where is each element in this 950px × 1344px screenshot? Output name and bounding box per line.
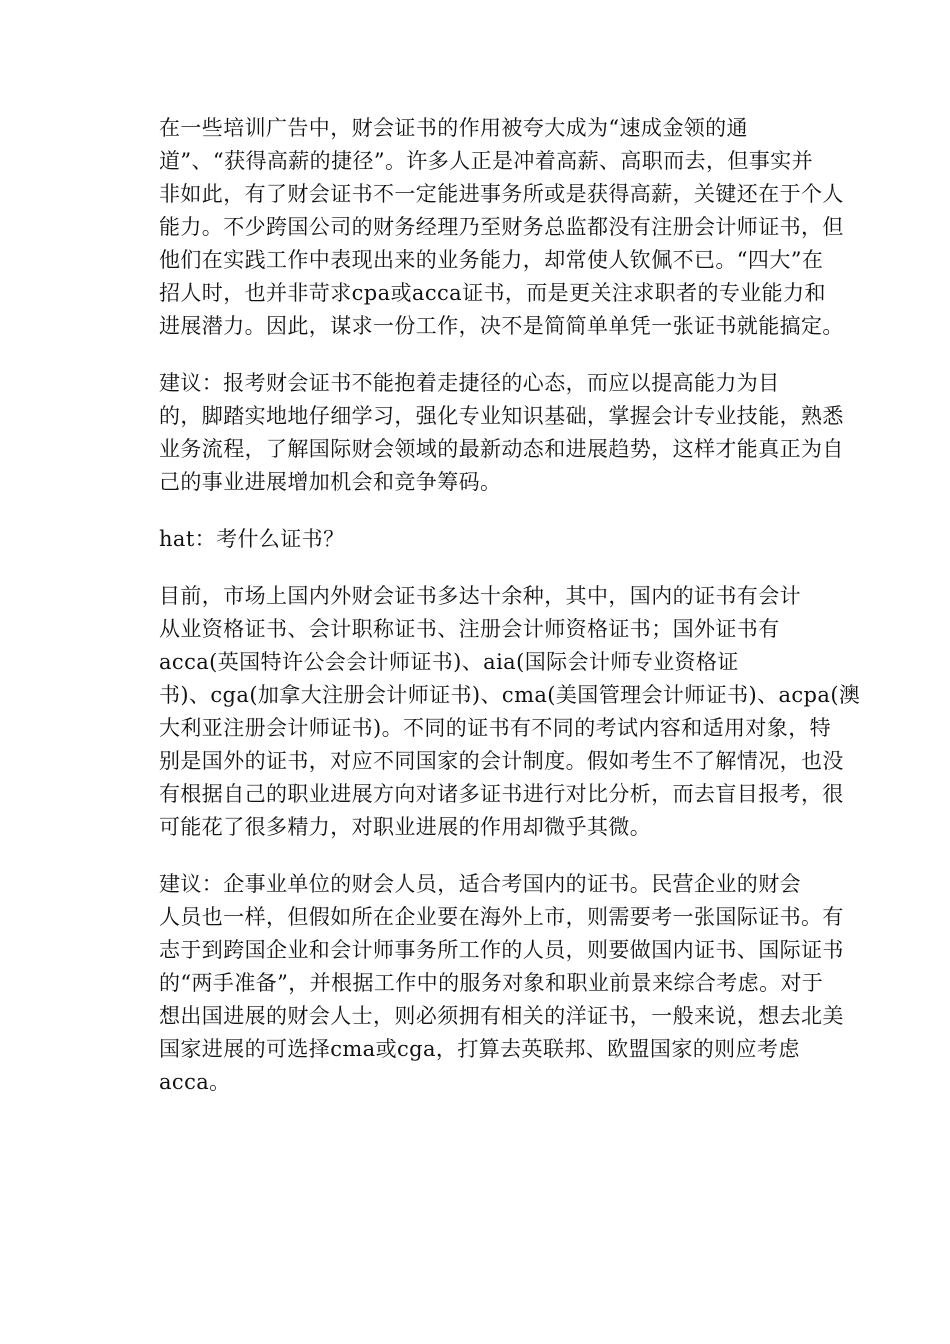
paragraph-line: 在一些培训广告中，财会证书的作用被夸大成为“速成金领的通 — [159, 116, 748, 140]
paragraph-line: acca(英国特许公会会计师证书)、aia(国际会计师专业资格证 — [159, 650, 739, 674]
paragraph-line: 进展潜力。因此，谋求一份工作，决不是简简单单凭一张证书就能搞定。 — [159, 314, 844, 338]
paragraph-line: 别是国外的证书，对应不同国家的会计制度。假如考生不了解情况，也没 — [159, 749, 844, 773]
paragraph-line: 己的事业进展增加机会和竞争筹码。 — [159, 470, 502, 494]
document-body — [117, 112, 861, 1123]
paragraph-line: 道”、“获得高薪的捷径”。许多人正是冲着高薪、高职而去，但事实并 — [159, 149, 814, 173]
paragraph-line: acca。 — [159, 1070, 231, 1094]
paragraph-line: 目前，市场上国内外财会证书多达十余种，其中，国内的证书有会计 — [159, 584, 801, 608]
paragraph-line: 有根据自己的职业进展方向对诸多证书进行对比分析，而去盲目报考，很 — [159, 782, 844, 806]
paragraph-line: 他们在实践工作中表现出来的业务能力，却常使人钦佩不已。“四大”在 — [159, 248, 824, 272]
paragraph-training-ad — [117, 112, 844, 343]
paragraph-advice-certificate-choice — [117, 868, 844, 1099]
paragraph-line: 建议：企事业单位的财会人员，适合考国内的证书。民营企业的财会 — [159, 872, 801, 896]
paragraph-line: 大利亚注册会计师证书)。不同的证书有不同的考试内容和适用对象，特 — [159, 716, 831, 740]
paragraph-line: 从业资格证书、会计职称证书、注册会计师资格证书；国外证书有 — [159, 617, 780, 641]
paragraph-line: 想出国进展的财会人士，则必须拥有相关的洋证书，一般来说，想去北美 — [159, 1004, 844, 1028]
paragraph-line: 志于到跨国企业和会计师事务所工作的人员，则要做国内证书、国际证书 — [159, 938, 844, 962]
heading-line: hat：考什么证书？ — [159, 527, 345, 551]
paragraph-line: 书)、cga(加拿大注册会计师证书)、cma(美国管理会计师证书)、acpa(澳 — [159, 683, 861, 707]
paragraph-line: 可能花了很多精力，对职业进展的作用却微乎其微。 — [159, 815, 652, 839]
paragraph-advice-ability — [117, 367, 844, 499]
paragraph-line: 的，脚踏实地地仔细学习，强化专业知识基础，掌握会计专业技能，熟悉 — [159, 404, 844, 428]
paragraph-line: 的“两手准备”，并根据工作中的服务对象和职业前景来综合考虑。对于 — [159, 971, 824, 995]
section-heading-what-certificate — [117, 523, 835, 556]
paragraph-line: 非如此，有了财会证书不一定能进事务所或是获得高薪，关键还在于个人 — [159, 182, 844, 206]
paragraph-line: 招人时，也并非苛求cpa或acca证书，而是更关注求职者的专业能力和 — [159, 281, 826, 305]
paragraph-line: 国家进展的可选择cma或cga，打算去英联邦、欧盟国家的则应考虑 — [159, 1037, 800, 1061]
paragraph-line: 能力。不少跨国公司的财务经理乃至财务总监都没有注册会计师证书，但 — [159, 215, 844, 239]
paragraph-certificate-types — [117, 580, 861, 844]
paragraph-line: 建议：报考财会证书不能抱着走捷径的心态，而应以提高能力为目 — [159, 371, 780, 395]
paragraph-line: 业务流程，了解国际财会领域的最新动态和进展趋势，这样才能真正为自 — [159, 437, 844, 461]
paragraph-line: 人员也一样，但假如所在企业要在海外上市，则需要考一张国际证书。有 — [159, 905, 844, 929]
